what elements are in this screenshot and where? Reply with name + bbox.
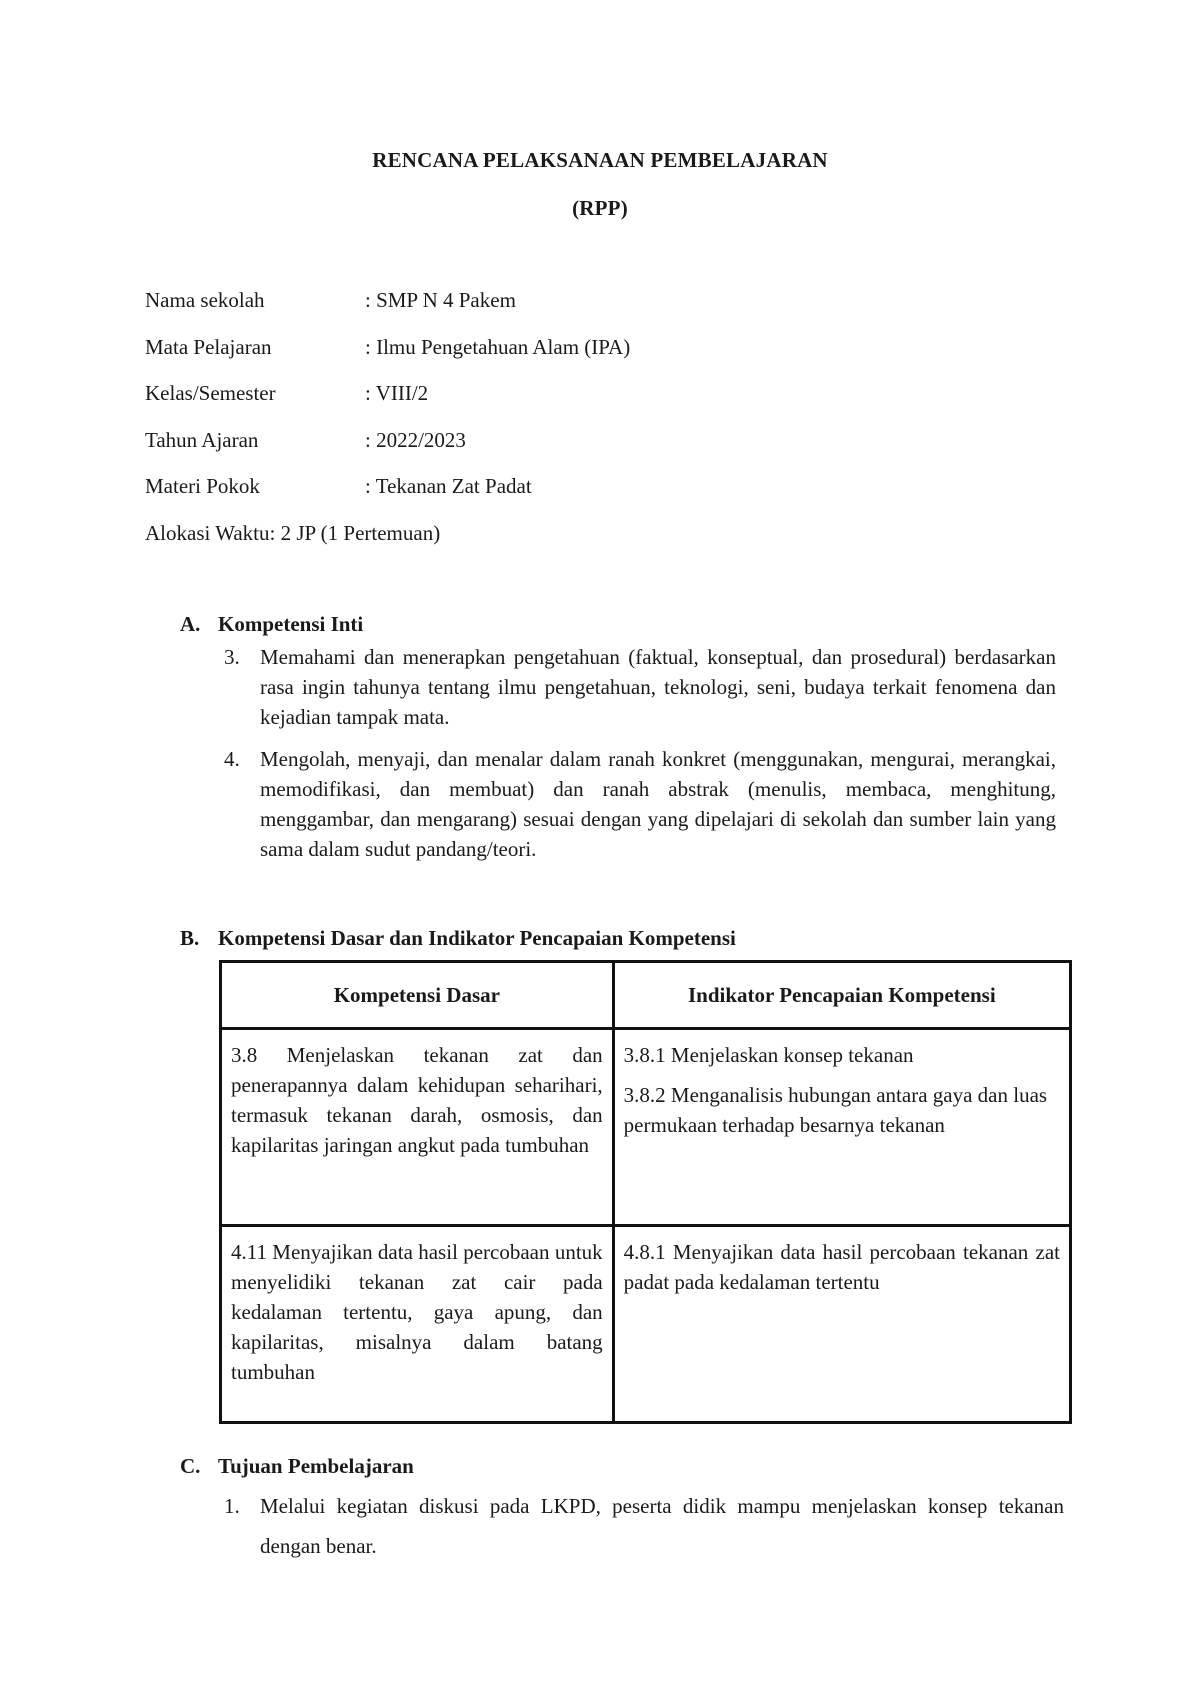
- ipk-item: 4.8.1 Menyajikan data hasil percobaan tekanan zat padat pada kedalaman tertentu: [623, 1240, 1060, 1294]
- list-item: [224, 744, 1056, 864]
- list-item: [224, 642, 1056, 732]
- section-title: Kompetensi Inti: [218, 612, 364, 636]
- section-letter: A.: [180, 612, 201, 636]
- section-c-heading: [180, 1454, 414, 1479]
- identity-row-allocation: [145, 520, 1045, 567]
- kd-cell: 3.8 Menjelaskan tekanan zat dan penerapannya dalam kehidupan seharihari, termasuk tekanan darah, osmosis, dan kapilaritas jaringan angkut pada tumbuhan: [221, 1029, 614, 1226]
- kd-cell: 4.11 Menyajikan data hasil percobaan untuk menyelidiki tekanan zat cair pada kedalaman tertentu, gaya apung, dan kapilaritas, misalnya dalam batang tumbuhan: [221, 1226, 614, 1423]
- document-subtitle: (RPP): [572, 196, 628, 220]
- identity-label: Kelas/Semester: [145, 381, 276, 405]
- table-header-row: [221, 962, 1071, 1029]
- document-title: RENCANA PELAKSANAAN PEMBELAJARAN: [372, 148, 828, 172]
- core-competence-list: [224, 642, 1056, 864]
- section-a-heading: [180, 612, 363, 637]
- identity-row-class: [145, 380, 1045, 427]
- identity-label: Mata Pelajaran: [145, 334, 272, 359]
- list-number: 3.: [224, 645, 240, 669]
- table-row: [221, 1029, 1071, 1226]
- identity-row-school: [145, 287, 1045, 334]
- section-b-heading: [180, 926, 736, 951]
- section-title: Kompetensi Dasar dan Indikator Pencapaian Kompetensi: [218, 926, 736, 950]
- list-number: 4.: [224, 747, 240, 771]
- section-letter: C.: [180, 1454, 201, 1478]
- identity-label: Nama sekolah: [145, 288, 265, 312]
- list-text: Melalui kegiatan diskusi pada LKPD, peserta didik mampu menjelaskan konsep tekanan dengan benar.: [260, 1494, 1064, 1558]
- allocation-label: Alokasi Waktu: [145, 520, 270, 545]
- identity-row-topic: [145, 473, 1045, 520]
- identity-value: : SMP N 4 Pakem: [365, 288, 516, 312]
- identity-value: : Ilmu Pengetahuan Alam (IPA): [365, 334, 631, 359]
- ipk-cell: [613, 1029, 1070, 1226]
- table-header-kd: Kompetensi Dasar: [221, 962, 614, 1029]
- table-row: [221, 1226, 1071, 1423]
- identity-label: Materi Pokok: [145, 474, 260, 498]
- section-title: Tujuan Pembelajaran: [218, 1454, 414, 1478]
- identity-block: [145, 287, 1045, 566]
- identity-value: : VIII/2: [365, 381, 429, 405]
- ipk-item: 3.8.1 Menjelaskan konsep tekanan: [623, 1043, 914, 1067]
- section-letter: B.: [180, 926, 200, 950]
- list-text: Memahami dan menerapkan pengetahuan (faktual, konseptual, dan prosedural) berdasarkan rasa ingin tahunya tentang ilmu pengetahuan, teknologi, seni, budaya terkait fenomena dan kejadian tampak mata.: [260, 645, 1056, 729]
- list-item: [224, 1486, 1064, 1566]
- table-header-ipk: Indikator Pencapaian Kompetensi: [613, 962, 1070, 1029]
- ipk-cell: [613, 1226, 1070, 1423]
- identity-row-subject: [145, 334, 1045, 381]
- competence-table: [219, 960, 1072, 1424]
- identity-value: : 2022/2023: [365, 427, 466, 452]
- identity-value: : Tekanan Zat Padat: [365, 474, 532, 498]
- list-number: 1.: [224, 1494, 240, 1518]
- identity-row-year: [145, 427, 1045, 474]
- list-text: Mengolah, menyaji, dan menalar dalam ranah konkret (menggunakan, mengurai, merangkai, memodifikasi, dan membuat) dan ranah abstrak (menulis, membaca, menghitung, menggambar, dan mengarang) sesuai dengan yang dipelajari di sekolah dan sumber lain yang sama dalam sudut pandang/teori.: [260, 747, 1056, 861]
- identity-label: Tahun Ajaran: [145, 427, 259, 452]
- allocation-value: : 2 JP (1 Pertemuan): [269, 520, 441, 545]
- learning-objectives-list: [224, 1486, 1064, 1566]
- ipk-item: 3.8.2 Menganalisis hubungan antara gaya dan luas permukaan terhadap besarnya tekanan: [623, 1083, 1048, 1137]
